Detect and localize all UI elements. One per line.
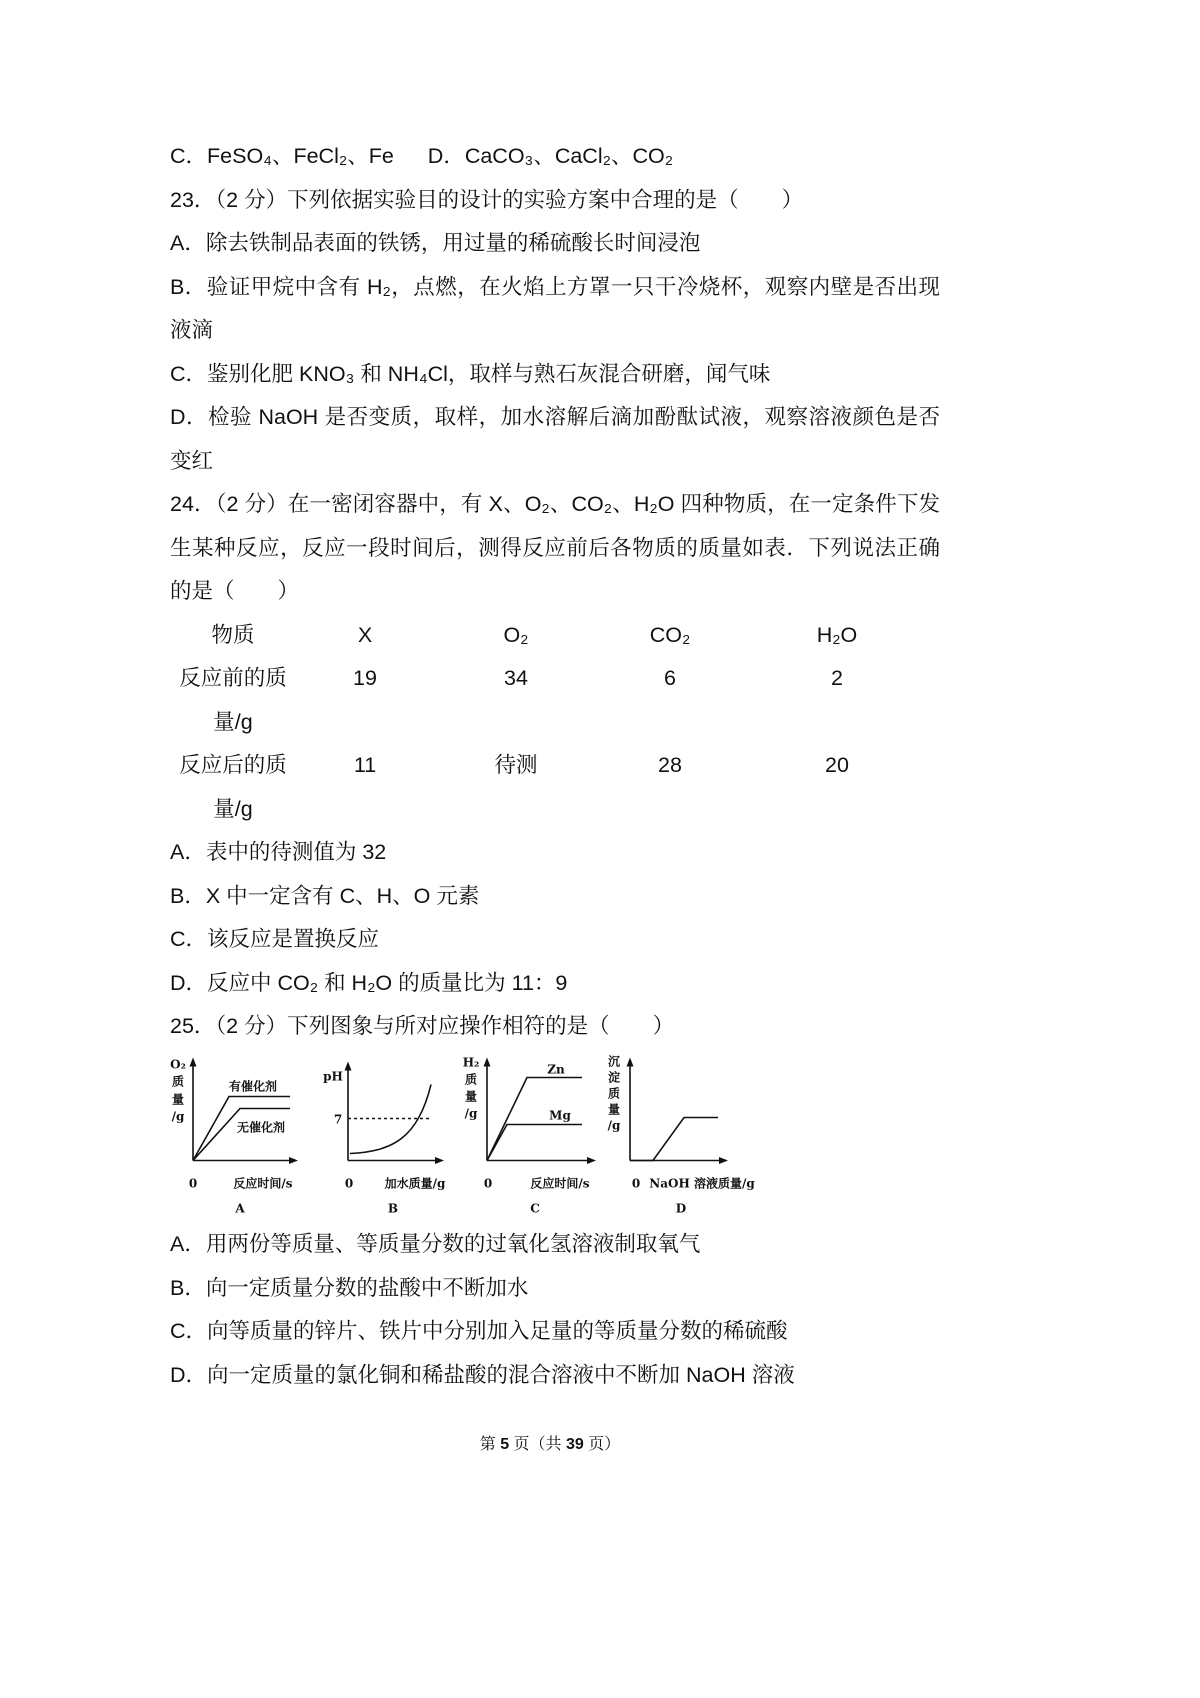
q24-option-d: D．反应中 CO₂ 和 H₂O 的质量比为 11：9	[170, 970, 568, 995]
q23-option-b: B．验证甲烷中含有 H₂，点燃，在火焰上方罩一只干冷烧杯，观察内壁是否出现	[170, 274, 940, 299]
table-row-label-line: 反应后的质	[179, 753, 287, 777]
graph-a-x-label: 反应时间/s	[233, 1176, 293, 1190]
q23-option-d-continued: 变红	[170, 448, 214, 473]
table-header-cell-substance: 物质	[211, 622, 255, 647]
graph-d-y-label-part: 沉	[607, 1054, 621, 1068]
graph-a-x-axis-arrow	[289, 1157, 298, 1164]
graph-b-y-axis-arrow	[345, 1061, 352, 1070]
graph-c-y-label-part: 质	[464, 1072, 478, 1086]
graph-c-y-label-part: H₂	[462, 1055, 480, 1069]
graph-d	[608, 1053, 756, 1215]
q25-option-b: B．向一定质量分数的盐酸中不断加水	[170, 1275, 529, 1300]
graph-d-y-label-part: 淀	[607, 1070, 621, 1084]
table-cell: 28	[658, 753, 682, 777]
q24-option-a: A．表中的待测值为 32	[170, 840, 387, 864]
q23-stem: 23．（2 分）下列依据实验目的设计的实验方案中合理的是（ ）	[170, 187, 804, 212]
graph-c-y-label-part: 量	[464, 1089, 478, 1103]
graph-b-x-axis-arrow	[435, 1157, 444, 1164]
table-header-cell-h2o: H₂O	[816, 622, 858, 647]
table-cell: 34	[504, 666, 528, 690]
table-row-label-line: 量/g	[213, 709, 253, 734]
q24-option-b: B．X 中一定含有 C、H、O 元素	[170, 883, 480, 908]
q22-option-c: C．FeSO₄、FeCl₂、Fe	[170, 144, 394, 168]
table-header-cell-co2: CO₂	[649, 622, 691, 647]
graph-d-origin-label: 0	[631, 1176, 641, 1190]
graph-c-origin-label: 0	[483, 1176, 493, 1190]
graph-d-x-axis-arrow	[719, 1157, 728, 1164]
graph-a	[170, 1057, 298, 1215]
graph-c-x-axis-arrow	[587, 1157, 596, 1164]
graph-b-y-tick-label: 7	[333, 1112, 343, 1126]
q23-option-b-continued: 液滴	[170, 318, 214, 342]
table-row-label-line: 量/g	[213, 796, 253, 821]
graph-b-caption: B	[387, 1201, 399, 1215]
footer-total-pages: 39	[566, 1436, 584, 1453]
graph-a-caption: A	[235, 1201, 245, 1215]
table-cell: 待测	[494, 753, 538, 777]
q23-option-a: A．除去铁制品表面的铁锈，用过量的稀硫酸长时间浸泡	[170, 231, 701, 255]
q25-graphs	[160, 1049, 760, 1224]
graph-a-y-label-part: /g	[171, 1109, 185, 1123]
graph-a-y-label-part: 量	[171, 1092, 185, 1106]
table-cell: 11	[353, 753, 377, 777]
q22-options-row	[170, 135, 940, 179]
graph-a-y-label-part: 质	[171, 1074, 185, 1088]
graph-b-y-label: pH	[323, 1069, 343, 1083]
page-content	[170, 135, 940, 1397]
page-footer	[170, 1433, 930, 1457]
table-cell: 20	[825, 753, 849, 777]
graph-c-y-axis-arrow	[484, 1057, 491, 1066]
table-row-before	[170, 657, 932, 744]
graph-a-curve-label-no-catalyst: 无催化剂	[236, 1120, 286, 1134]
graph-d-y-axis-arrow	[627, 1057, 634, 1066]
q24-stem-line-1: 24．（2 分）在一密闭容器中，有 X、O₂、CO₂、H₂O 四种物质，在一定条件下发	[170, 492, 940, 516]
table-row-label	[170, 657, 296, 744]
q24-stem-line-3: 的是（ ）	[170, 579, 300, 603]
graph-a-origin-label: 0	[188, 1176, 198, 1190]
q23-option-c: C．鉴别化肥 KNO₃ 和 NH₄Cl，取样与熟石灰混合研磨，闻气味	[170, 361, 771, 386]
table-cell: 6	[664, 666, 676, 690]
table-header-row	[170, 614, 932, 658]
q25-figure	[170, 1049, 940, 1224]
table-cell: 19	[353, 666, 377, 690]
graph-a-y-label-part: O₂	[170, 1057, 186, 1071]
graph-d-y-label-part: 质	[607, 1086, 621, 1100]
graph-d-x-label: NaOH 溶液质量/g	[649, 1176, 755, 1190]
table-row-label-line: 反应前的质	[179, 666, 287, 690]
table-header-cell-o2: O₂	[503, 622, 529, 647]
graph-b-x-label: 加水质量/g	[384, 1176, 446, 1190]
q25-stem: 25．（2 分）下列图象与所对应操作相符的是（ ）	[170, 1014, 675, 1038]
graph-b	[323, 1061, 446, 1215]
q24-mass-table	[170, 614, 932, 832]
graph-d-precipitate-curve	[630, 1117, 718, 1160]
graph-c-y-label-part: /g	[464, 1106, 478, 1120]
graph-d-caption: D	[675, 1201, 687, 1215]
footer-prefix: 第	[479, 1436, 501, 1453]
graph-a-curve-label-catalyst: 有催化剂	[228, 1079, 278, 1093]
graph-c-curve-label-zn: Zn	[547, 1062, 565, 1076]
graph-c-x-label: 反应时间/s	[530, 1176, 590, 1190]
graph-a-y-axis-arrow	[190, 1057, 197, 1066]
table-cell: 2	[831, 666, 843, 690]
q24-stem-line-2: 生某种反应，反应一段时间后，测得反应前后各物质的质量如表．下列说法正确	[170, 535, 940, 560]
q22-option-d: D．CaCO₃、CaCl₂、CO₂	[427, 144, 674, 168]
graph-c-caption: C	[530, 1201, 540, 1215]
footer-page-number: 5	[500, 1436, 510, 1453]
table-row-after	[170, 744, 932, 831]
graph-d-y-label-part: 量	[607, 1102, 621, 1116]
graph-c	[463, 1055, 596, 1215]
q23-option-d: D．检验 NaOH 是否变质，取样，加水溶解后滴加酚酞试液，观察溶液颜色是否	[170, 405, 940, 429]
graph-d-y-label-part: /g	[607, 1118, 621, 1132]
q24-option-c: C．该反应是置换反应	[170, 927, 380, 951]
table-header-cell-x: X	[357, 622, 373, 647]
q25-option-a: A．用两份等质量、等质量分数的过氧化氢溶液制取氧气	[170, 1232, 701, 1256]
q25-option-c: C．向等质量的锌片、铁片中分别加入足量的等质量分数的稀硫酸	[170, 1319, 788, 1343]
table-row-label	[170, 744, 296, 831]
q25-option-d: D．向一定质量的氯化铜和稀盐酸的混合溶液中不断加 NaOH 溶液	[170, 1362, 795, 1387]
graph-c-curve-label-mg: Mg	[549, 1108, 571, 1122]
footer-suffix: 页）	[583, 1436, 621, 1453]
footer-middle: 页（共	[509, 1436, 566, 1453]
graph-b-origin-label: 0	[344, 1176, 354, 1190]
